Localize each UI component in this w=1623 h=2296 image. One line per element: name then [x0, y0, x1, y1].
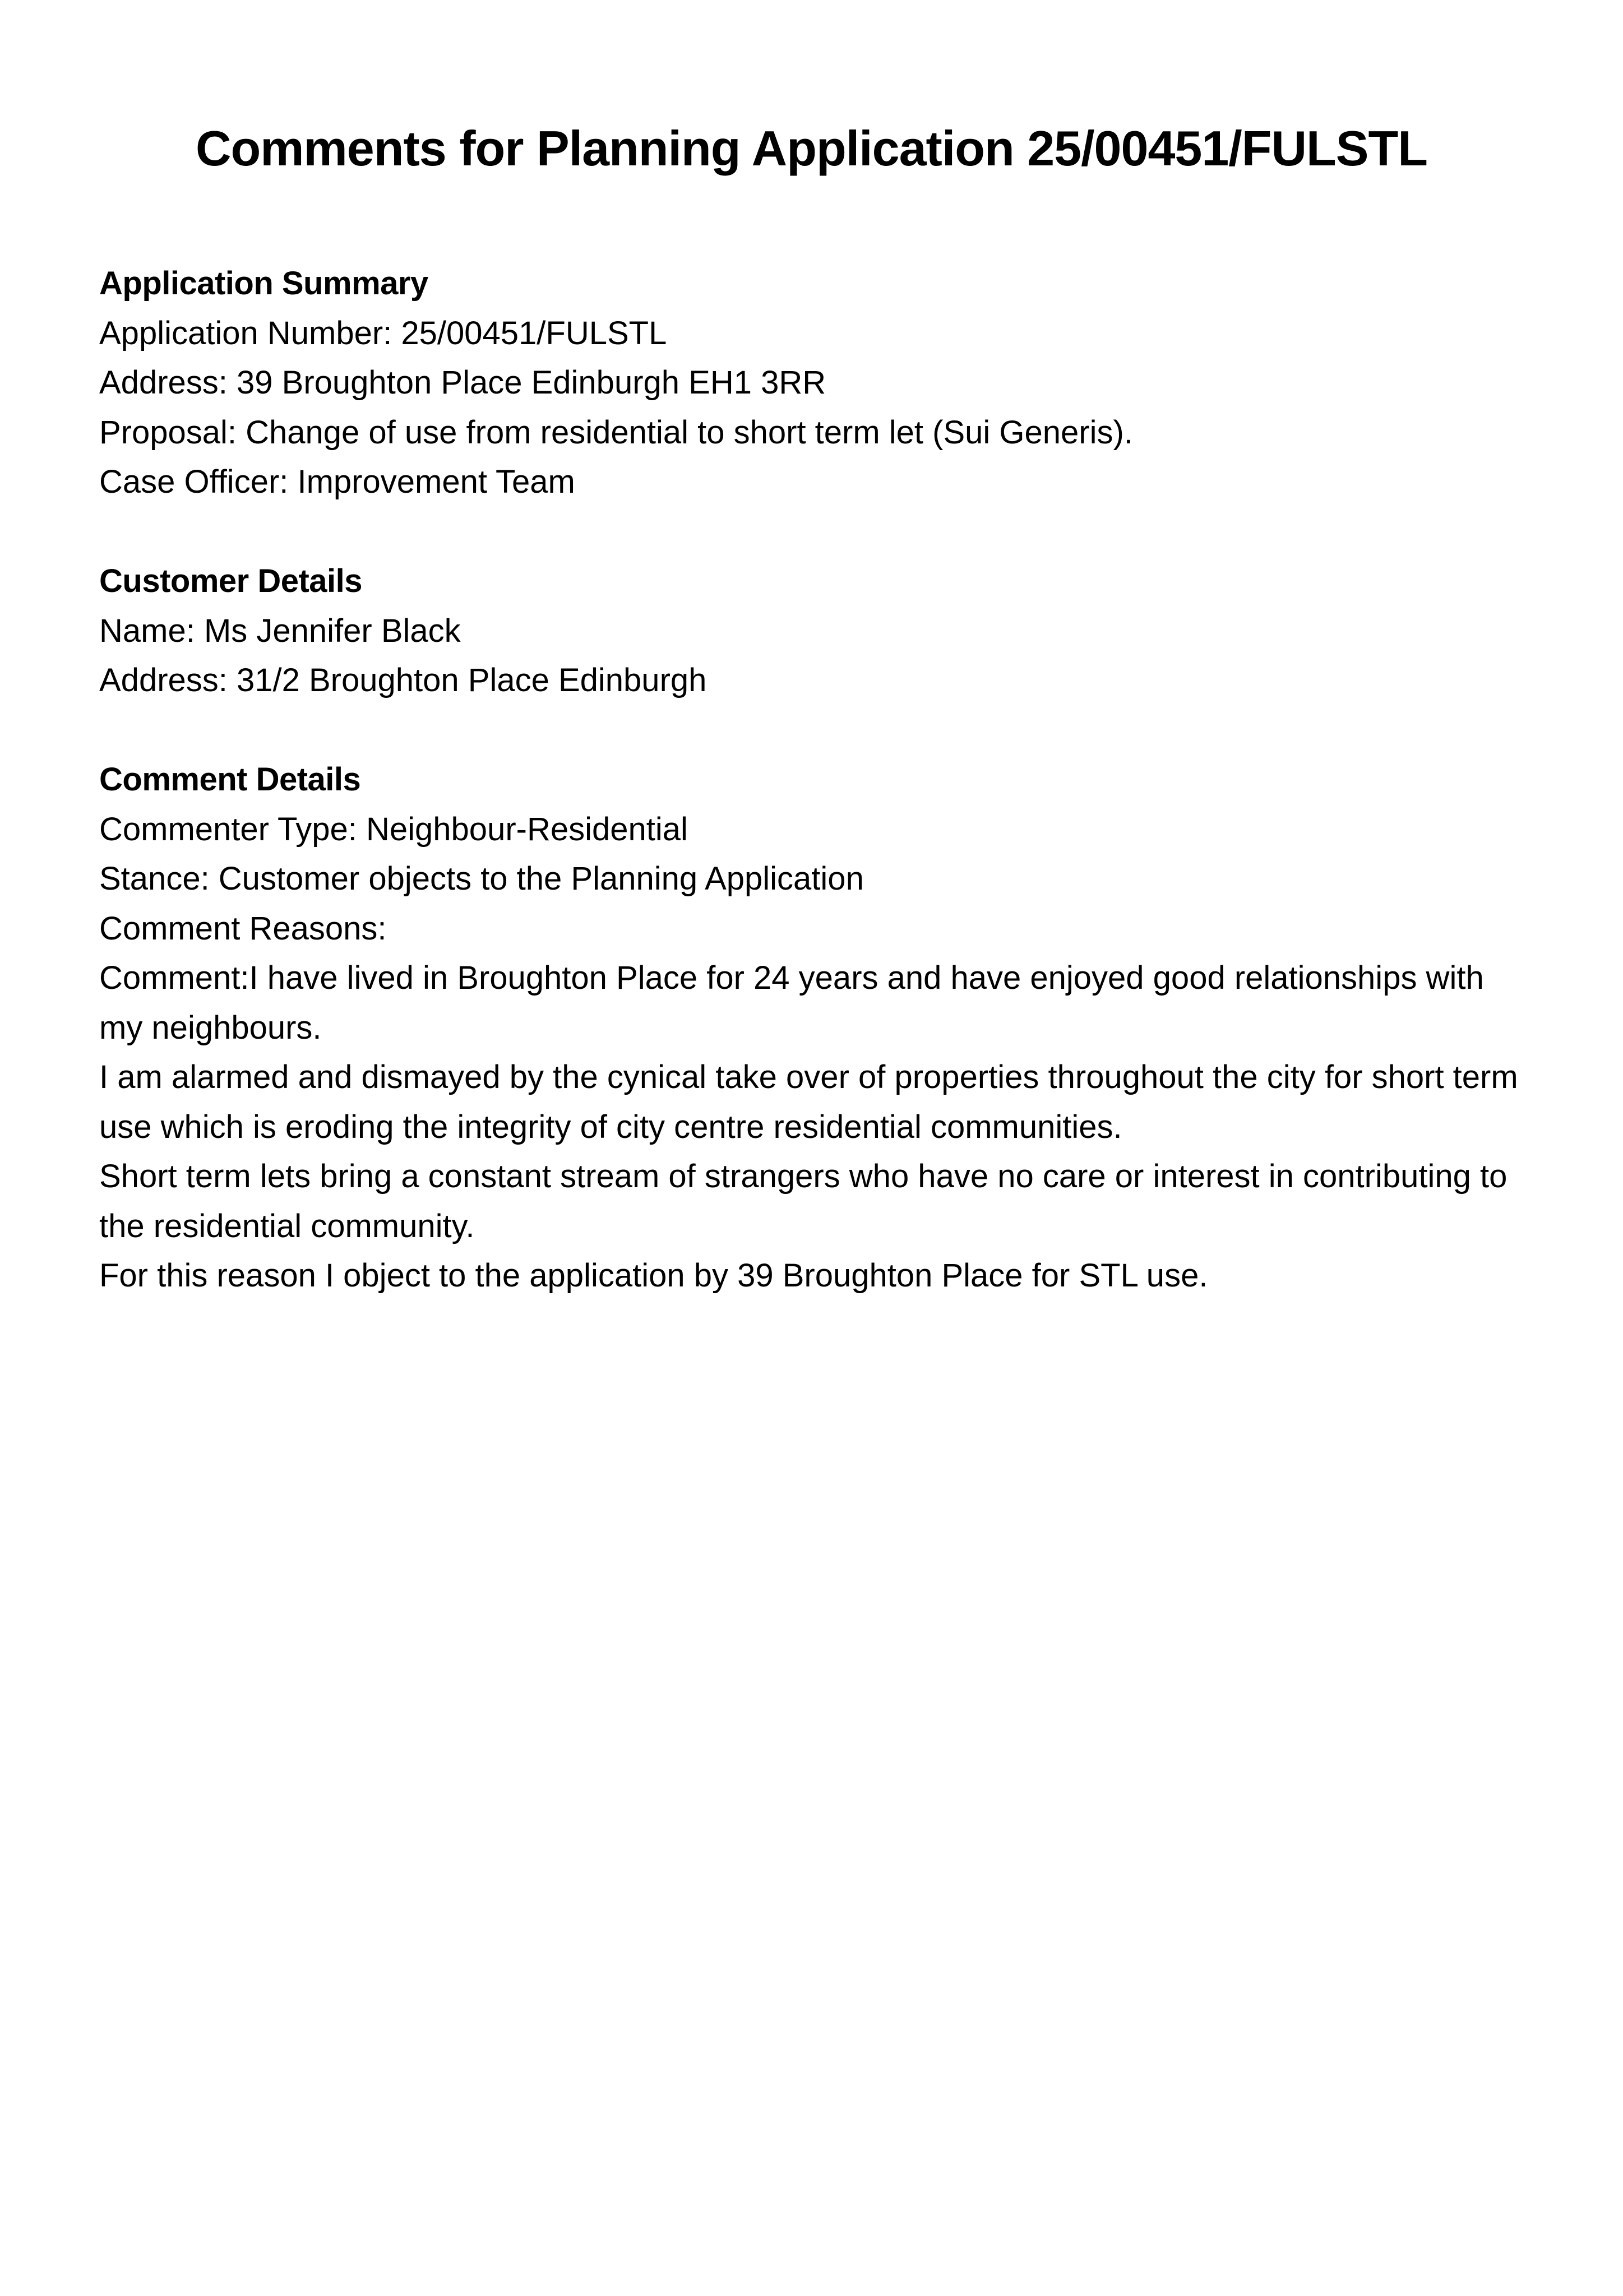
application-number: Application Number: 25/00451/FULSTL [99, 314, 667, 351]
customer-details-section [99, 557, 1534, 706]
comment-paragraph: For this reason I object to the application by 39 Broughton Place for STL use. [99, 1257, 1208, 1294]
page-title: Comments for Planning Application 25/00451/FULSTL [196, 121, 1427, 176]
comment-details-section [99, 755, 1534, 1301]
customer-details-heading: Customer Details [99, 563, 363, 599]
comment-paragraph: Short term lets bring a constant stream of strangers who have no care or interest in contributing to the residential community. [99, 1158, 1508, 1244]
commenter-type: Commenter Type: Neighbour-Residential [99, 811, 688, 848]
customer-address: Address: 31/2 Broughton Place Edinburgh [99, 662, 707, 698]
case-officer: Case Officer: Improvement Team [99, 464, 575, 500]
comment-details-heading: Comment Details [99, 761, 361, 798]
application-summary-heading: Application Summary [99, 265, 428, 302]
application-summary-section [99, 259, 1534, 507]
comment-paragraph: I am alarmed and dismayed by the cynical take over of properties throughout the city for short term use which is eroding the integrity of city centre residential communities. [99, 1059, 1518, 1145]
comment-reasons: Comment Reasons: [99, 910, 387, 947]
application-address: Address: 39 Broughton Place Edinburgh EH1 3RR [99, 364, 826, 401]
customer-name: Name: Ms Jennifer Black [99, 612, 461, 649]
stance: Stance: Customer objects to the Planning Application [99, 860, 864, 897]
application-proposal: Proposal: Change of use from residential to short term let (Sui Generis). [99, 414, 1133, 451]
comment-paragraph: Comment:I have lived in Broughton Place for 24 years and have enjoyed good relationships with my neighbours. [99, 960, 1484, 1046]
document-body [99, 259, 1534, 1350]
